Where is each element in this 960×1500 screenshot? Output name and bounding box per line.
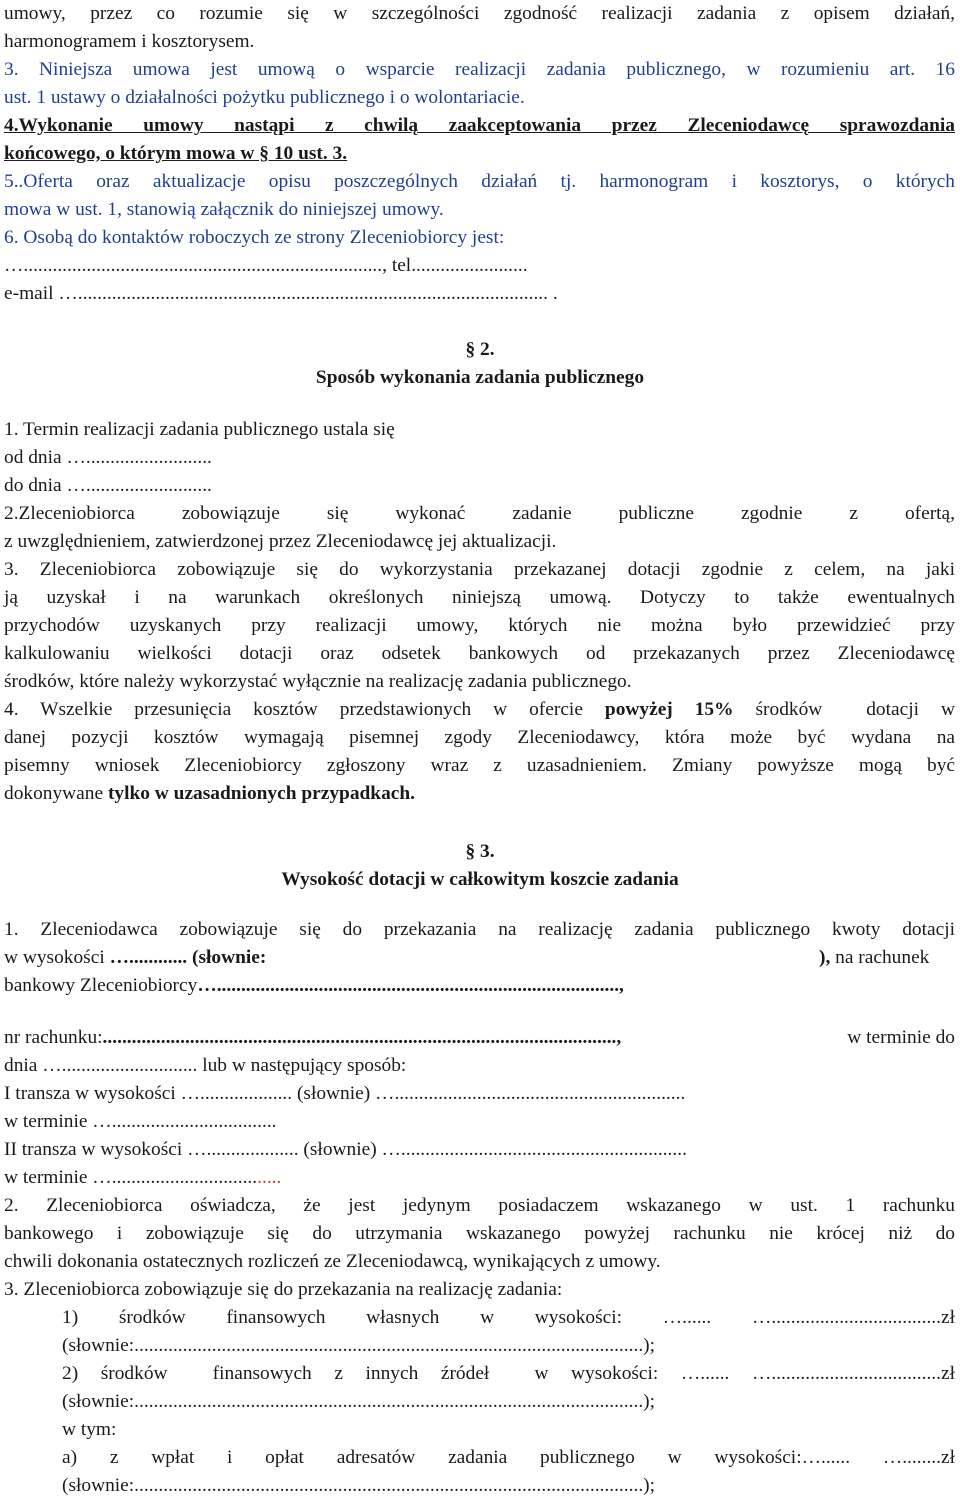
date-from-line: od dnia ….......................... [4,447,212,468]
text-run: na rachunek [830,947,930,968]
paragraph-line: chwili dokonania ostatecznych rozliczeń ze Zleceniodawcą, wynikających z umowy. [4,1251,661,1272]
paragraph-line: 6. Osobą do kontaktów roboczych ze strony Zleceniobiorcy jest: [4,227,505,248]
list-item: a) z wpłat i opłat adresatów zadania publicznego w wysokości:…...... …........zł [62,1447,955,1468]
section-number: § 2. [465,339,495,360]
date-to-line: do dnia ….......................... [4,475,212,496]
list-item-words: (słownie:.........................................................................................................); [62,1335,656,1356]
tranche-2-date-line [4,1164,281,1192]
paragraph-line: końcowego, o którym mowa w § 10 ust. 3. [4,143,348,164]
text-run: w terminie do [842,1027,955,1048]
email-fill-line: e-mail …................................................................................................. . [4,283,558,304]
paragraph-line: 3. Niniejsza umowa jest umową o wsparcie realizacji zadania publicznego, w rozumieniu art. 16 [4,59,955,80]
paragraph-line: pisemny wniosek Zleceniobiorcy zgłoszony wraz z uzasadnieniem. Zmiany powyższe mogą być [4,755,955,776]
paragraph-line: ją uzyskał i na warunkach określonych niniejszą umową. Dotyczy to także ewentualnych [4,587,955,608]
contact-fill-line: ….........................................................................., tel........................ [4,255,528,276]
paragraph-line [4,780,415,808]
text-run: dokonywane [4,783,108,804]
section-title: Wysokość dotacji w całkowitym koszcie zadania [281,869,679,890]
list-item: 2) środków finansowych z innych źródeł w wysokości: …...... …...................................zł [62,1363,955,1384]
text-run: w wysokości [4,947,110,968]
amount-line [4,944,955,972]
paragraph-line: danej pozycji kosztów wymagają pisemnej zgody Zleceniodawcy, która może być wydana na [4,727,955,748]
paragraph-line: 1. Zleceniodawca zobowiązuje się do przekazania na realizację zadania publicznego kwoty dotacji [4,919,955,940]
text-run: w terminie ….............................. [4,1167,258,1188]
paragraph-line: przychodów uzyskanych przy realizacji umowy, których nie można było przewidzieć przy [4,615,955,636]
account-number-line [4,1024,955,1052]
section-title: Sposób wykonania zadania publicznego [315,367,645,388]
paragraph-line: 3. Zleceniobiorca zobowiązuje się do wykorzystania przekazanej dotacji zgodnie z celem, na jaki [4,559,955,580]
list-item-words: (słownie:.........................................................................................................); [62,1475,656,1496]
paragraph-line: harmonogramem i kosztorysem. [4,31,255,52]
account-holder-line [4,972,624,1000]
amount-tail [819,944,929,972]
paragraph-line: mowa w ust. 1, stanowią załącznik do niniejszej umowy. [4,199,444,220]
paragraph-line: środków, które należy wykorzystać wyłącznie na realizację zadania publicznego. [4,671,632,692]
paragraph-line [4,696,955,724]
red-dots: ..... [257,1167,282,1188]
tranche-1-line: I transza w wysokości …................... (słownie) …............................................................ [4,1083,686,1104]
paragraph-line: kalkulowaniu wielkości dotacji oraz odsetek bankowych od przekazanych przez Zleceniodawcę [4,643,955,664]
paragraph-line: z uwzględnieniem, zatwierdzonej przez Zleceniodawcę jej aktualizacji. [4,531,557,552]
paragraph-line: 1. Termin realizacji zadania publicznego ustala się [4,419,395,440]
paragraph-line: ust. 1 ustawy o działalności pożytku publicznego i o wolontariacie. [4,87,525,108]
text-run: środków dotacji w [733,699,955,720]
amount-fill: …............ (słownie: [109,947,267,968]
tranche-2-line: II transza w wysokości …................... (słownie) …........................................................... [4,1139,687,1160]
paragraph-line: dnia …............................ lub w następujący sposób: [4,1055,407,1076]
text-run: bankowy Zleceniobiorcy [4,975,198,996]
paragraph-line: umowy, przez co rozumie się w szczególności zgodność realizacji zadania z opisem działań, [4,3,955,24]
paragraph-line: 3. Zleceniobiorca zobowiązuje się do przekazania na realizację zadania: [4,1279,563,1300]
paragraph-line: 2.Zleceniobiorca zobowiązuje się wykonać zadanie publiczne zgodnie z ofertą, [4,503,955,524]
paragraph-line: 2. Zleceniobiorca oświadcza, że jest jedynym posiadaczem wskazanego w ust. 1 rachunku [4,1195,955,1216]
paragraph-line: 5..Oferta oraz aktualizacje opisu poszczególnych działań tj. harmonogram i kosztorys, o których [4,171,955,192]
emphasis-text: tylko w uzasadnionych przypadkach. [107,783,416,804]
bracket-close: ), [819,947,831,968]
list-item: 1) środków finansowych własnych w wysokości: …...... …...................................zł [62,1307,955,1328]
list-item: w tym: [62,1419,117,1440]
tranche-1-date-line: w terminie ….................................. [4,1111,277,1132]
account-number-fill: .........................................................................................................., [102,1027,622,1048]
text-run: 4. Wszelkie przesunięcia kosztów przedstawionych w ofercie [4,699,605,720]
section-number: § 3. [465,841,495,862]
account-holder-fill: …..................................................................................., [197,975,624,996]
emphasis-text: powyżej 15% [604,699,734,720]
list-item-words: (słownie:.........................................................................................................); [62,1391,656,1412]
paragraph-line: 4.Wykonanie umowy nastąpi z chwilą zaakceptowania przez Zleceniodawcę sprawozdania [4,115,955,136]
paragraph-line: bankowego i zobowiązuje się do utrzymania wskazanego powyżej rachunku nie krócej niż do [4,1223,955,1244]
text-run: nr rachunku: [4,1027,103,1048]
